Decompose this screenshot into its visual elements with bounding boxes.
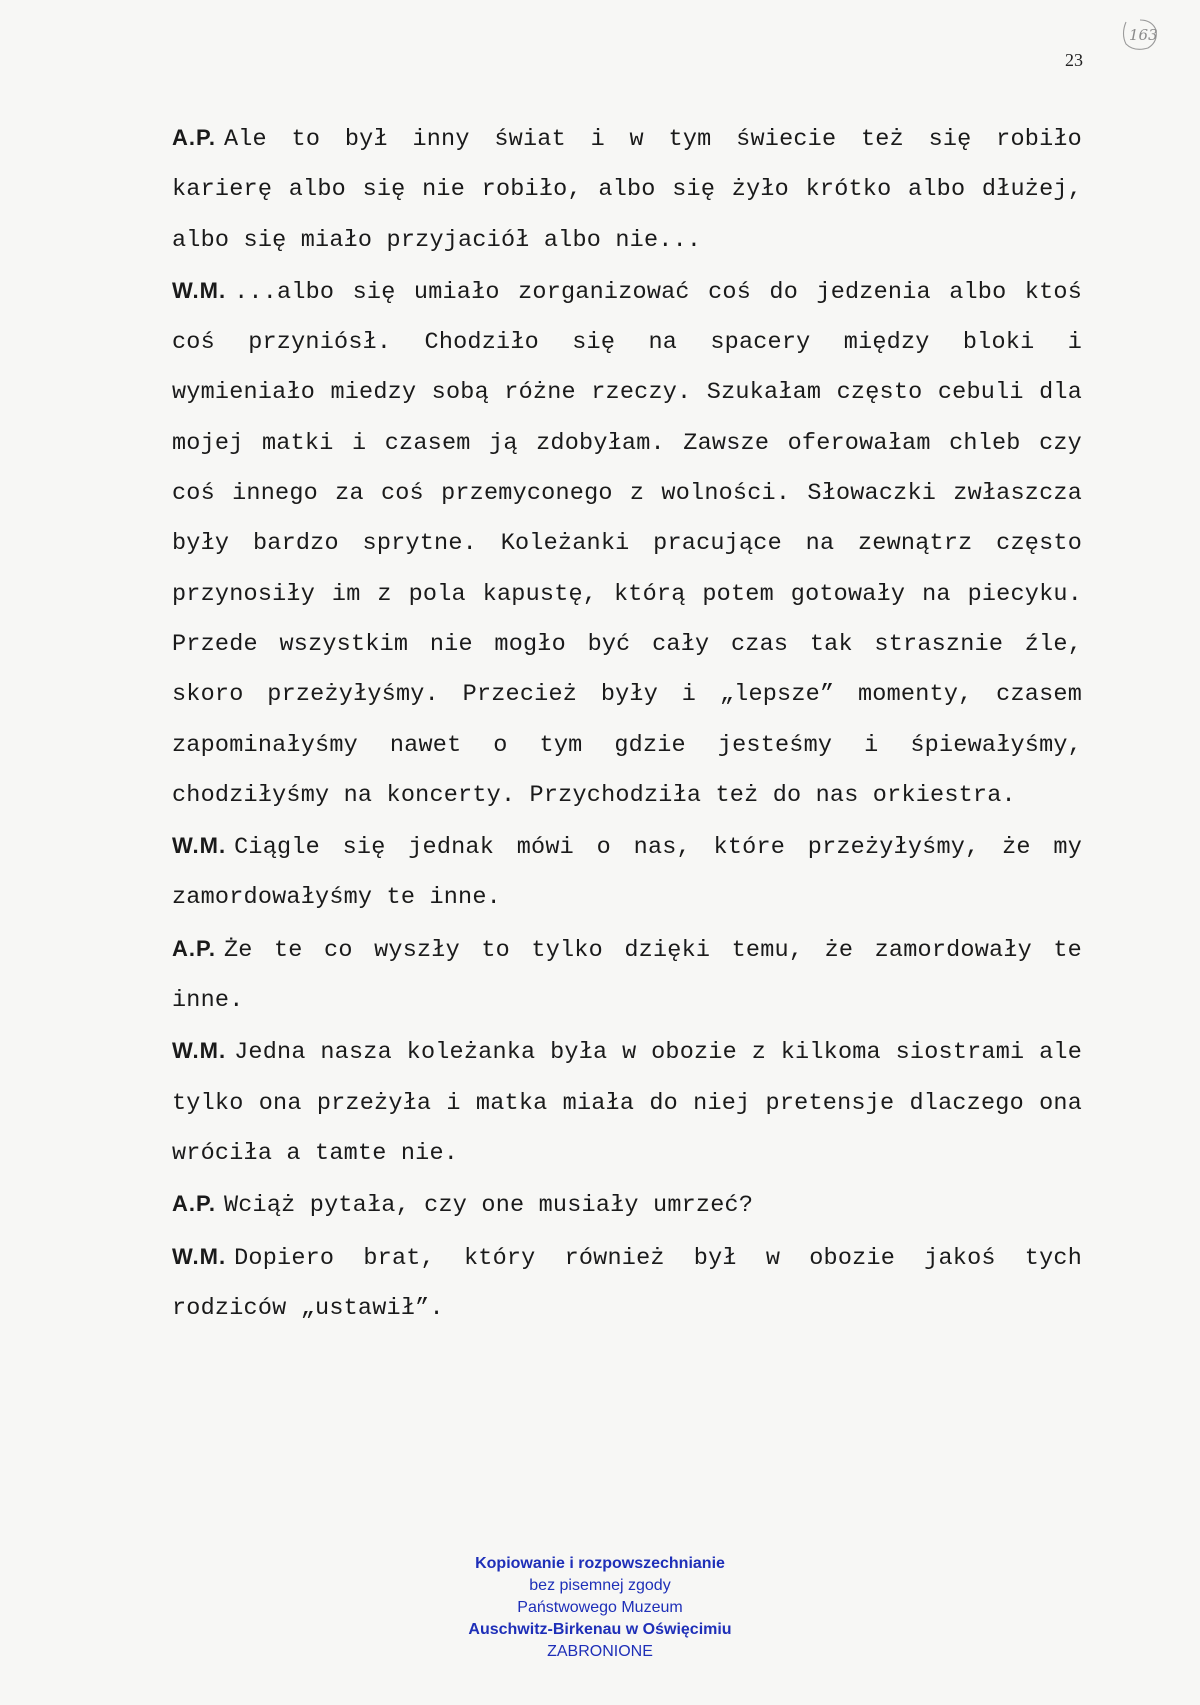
speaker-label: W.M.	[172, 833, 227, 859]
dialogue-text: Ciągle się jednak mówi o nas, które przeżyłyśmy, że my zamordowałyśmy te inne.	[172, 834, 1082, 912]
dialogue-text: Wciąż pytała, czy one musiały umrzeć?	[223, 1192, 754, 1220]
stamp-line: Auschwitz-Birkenau w Oświęcimiu	[468, 1621, 732, 1638]
speaker-label: W.M.	[172, 1243, 227, 1269]
stamp-line: Państwowego Muzeum	[517, 1599, 683, 1616]
dialogue-paragraph	[172, 924, 1082, 1027]
stamp-line: Kopiowanie i rozpowszechnianie	[475, 1555, 725, 1572]
dialogue-text: ...albo się umiało zorganizować coś do jedzenia albo ktoś coś przyniósł. Chodziło się na spacery między bloki i wymieniało miedzy sobą różne rzeczy. Szukałam często cebuli dla mojej matki i czasem ją zdobyłam. Zawsze oferowałam chleb czy coś innego za coś przemyconego z wolności. Słowaczki zwłaszcza były bardzo sprytne. Koleżanki pracujące na zewnątrz często przynosiły im z pola kapustę, którą potem gotowały na piecyku. Przede wszystkim nie mogło być cały czas tak strasznie źle, skoro przeżyłyśmy. Przecież były i „lepsze” momenty, czasem zapominałyśmy nawet o tym gdzie jesteśmy i śpiewałyśmy, chodziłyśmy na koncerty. Przychodziła też do nas orkiestra.	[172, 278, 1082, 809]
speaker-label: W.M.	[172, 1038, 227, 1064]
dialogue-paragraph	[172, 821, 1082, 924]
dialogue-paragraph	[172, 1232, 1082, 1335]
dialogue-text: Że te co wyszły to tylko dzięki temu, że zamordowały te inne.	[172, 936, 1082, 1015]
dialogue-paragraph	[172, 1179, 1082, 1231]
transcript-body	[172, 113, 1082, 1334]
dialogue-text: Jedna nasza koleżanka była w obozie z kilkoma siostrami ale tylko ona przeżyła i matka miała do niej pretensje dlaczego ona wróciła a tamte nie.	[172, 1039, 1082, 1167]
speaker-label: A.P.	[172, 1191, 216, 1217]
archive-page-mark	[1118, 14, 1162, 54]
page-number: 23	[1065, 50, 1083, 70]
speaker-label: A.P.	[172, 935, 216, 961]
dialogue-text: Ale to był inny świat i w tym świecie też się robiło karierę albo się nie robiło, albo się żyło krótko albo dłużej, albo się miało przyjaciół albo nie...	[172, 126, 1082, 254]
dialogue-text: Dopiero brat, który również był w obozie jakoś tych rodziców „ustawił”.	[172, 1244, 1082, 1322]
dialogue-paragraph	[172, 266, 1082, 821]
circled-number-mark	[1118, 14, 1162, 54]
copyright-stamp	[0, 1553, 1200, 1663]
stamp-line: ZABRONIONE	[547, 1643, 653, 1660]
speaker-label: W.M.	[172, 277, 227, 303]
dialogue-paragraph	[172, 1026, 1082, 1179]
dialogue-paragraph	[172, 113, 1082, 266]
stamp-line: bez pisemnej zgody	[529, 1577, 671, 1594]
speaker-label: A.P.	[172, 125, 216, 150]
archive-number: 163	[1129, 26, 1158, 44]
